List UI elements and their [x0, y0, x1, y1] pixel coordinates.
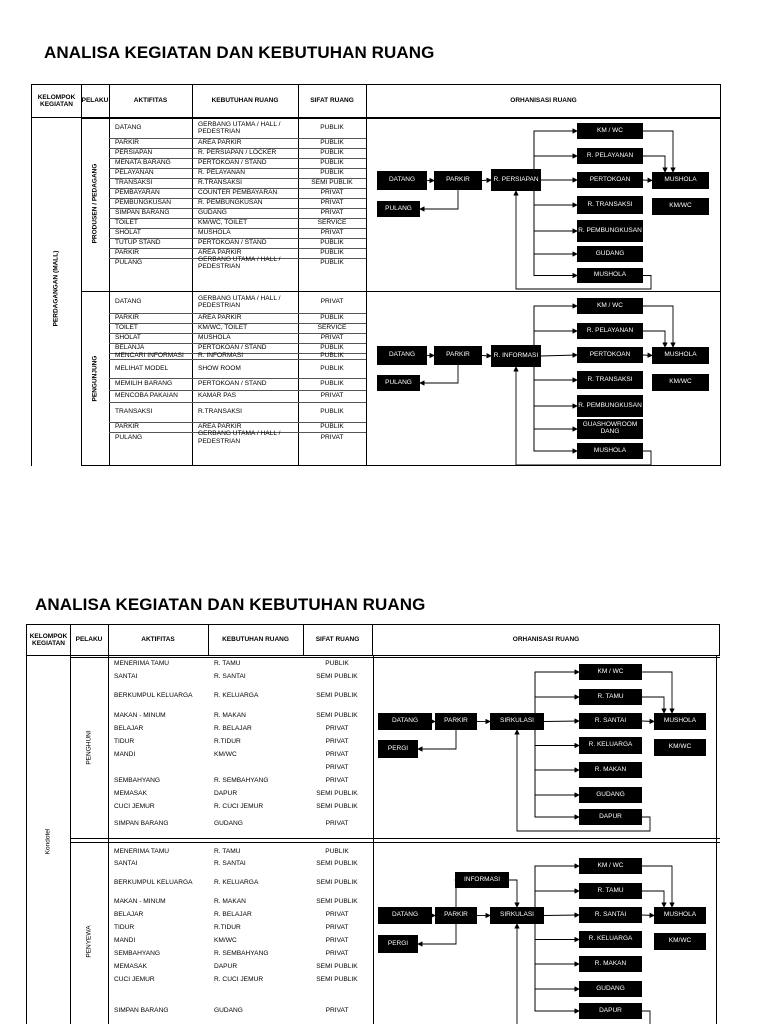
- node-datang: DATANG: [377, 346, 427, 365]
- space-nature-cell: SEMI PUBLIK: [316, 790, 358, 798]
- activity-cell: MELIHAT MODEL: [115, 364, 169, 372]
- activity-cell: DATANG: [115, 298, 142, 306]
- activity-cell: TRANSAKSI: [115, 179, 153, 187]
- space-nature-cell: SEMI PUBLIK: [316, 803, 358, 811]
- activity-cell: TOILET: [115, 324, 138, 332]
- node-space: KM / WC: [579, 664, 642, 680]
- node-parkir: PARKIR: [435, 907, 477, 924]
- page-title: ANALISA KEGIATAN DAN KEBUTUHAN RUANG: [35, 595, 426, 614]
- space-need-cell: AREA PARKIR: [198, 423, 242, 431]
- space-nature-cell: SEMI PUBLIK: [311, 179, 353, 187]
- node-space: R. MAKAN: [579, 762, 642, 778]
- space-nature-cell: PRIVAT: [325, 751, 349, 759]
- activity-cell: PELAYANAN: [115, 169, 154, 177]
- activity-cell: SIMPAN BARANG: [114, 1007, 169, 1015]
- header-organisasi: ORHANISASI RUANG: [512, 636, 580, 644]
- node-hub: R. INFORMASI: [491, 345, 541, 367]
- activity-cell: SEMBAHYANG: [114, 950, 161, 958]
- space-need-cell: R. KELUARGA: [214, 692, 259, 700]
- node-space: R. MAKAN: [579, 956, 642, 972]
- node-hub: SIRKULASI: [490, 713, 544, 730]
- node-informasi: INFORMASI: [455, 872, 509, 888]
- node-space: PERTOKOAN: [577, 347, 643, 363]
- actor-label: PENGUNJUNG: [91, 355, 99, 402]
- activity-cell: MEMILIH BARANG: [115, 380, 173, 388]
- activity-cell: BELAJAR: [114, 911, 144, 919]
- space-need-cell: AREA PARKIR: [198, 139, 242, 147]
- space-nature-cell: PRIVAT: [325, 738, 349, 746]
- space-need-cell: COUNTER PEMBAYARAN: [198, 189, 278, 197]
- space-need-cell: R.TRANSAKSI: [198, 179, 242, 187]
- activity-cell: CUCI JEMUR: [114, 976, 155, 984]
- space-need-cell: GUDANG: [214, 1007, 243, 1015]
- space-nature-cell: SEMI PUBLIK: [316, 963, 358, 971]
- node-far: MUSHOLA: [652, 347, 709, 364]
- space-need-cell: DAPUR: [214, 790, 238, 798]
- activity-cell: SIMPAN BARANG: [115, 209, 170, 217]
- activity-cell: SANTAI: [114, 860, 138, 868]
- space-nature-cell: SEMI PUBLIK: [316, 712, 358, 720]
- header-aktifitas: AKTIFITAS: [133, 97, 168, 105]
- node-space: R. PEMBUNGKUSAN: [577, 220, 643, 242]
- header-kebutuhan: KEBUTUHAN RUANG: [222, 636, 289, 644]
- header-pelaku: PELAKU: [81, 97, 109, 105]
- activity-cell: MANDI: [114, 937, 136, 945]
- space-need-cell: GUDANG: [214, 820, 243, 828]
- space-need-cell: AREA PARKIR: [198, 249, 242, 257]
- activity-cell: PARKIR: [115, 139, 140, 147]
- node-pulang: PULANG: [377, 375, 420, 391]
- node-datang: DATANG: [378, 907, 432, 924]
- node-space: GUDANG: [577, 246, 643, 262]
- node-space: DAPUR: [579, 809, 642, 825]
- space-need-cell: R. MAKAN: [214, 898, 246, 906]
- space-need-cell: PERTOKOAN / STAND: [198, 344, 267, 352]
- space-nature-cell: PRIVAT: [325, 937, 349, 945]
- activity-cell: MEMASAK: [114, 790, 147, 798]
- space-nature-cell: PRIVAT: [320, 298, 344, 306]
- header-kelompok: KELOMPOK KEGIATAN: [29, 632, 68, 647]
- space-nature-cell: PRIVAT: [325, 820, 349, 828]
- node-space: R. KELUARGA: [579, 737, 642, 754]
- header-organisasi: ORHANISASI RUANG: [510, 97, 577, 105]
- node-datang: DATANG: [377, 171, 427, 190]
- space-need-cell: KM/WC, TOILET: [198, 219, 248, 227]
- node-far: KM/WC: [654, 933, 706, 950]
- space-need-cell: PERTOKOAN / STAND: [198, 159, 267, 167]
- actor-label: PENGHUNI: [85, 730, 93, 765]
- node-datang: DATANG: [378, 713, 432, 730]
- activity-cell: MENCOBA PAKAIAN: [115, 392, 178, 400]
- space-nature-cell: SEMI PUBLIK: [316, 860, 358, 868]
- activity-cell: TIDUR: [114, 738, 135, 746]
- activity-cell: PARKIR: [115, 249, 140, 257]
- space-need-cell: R. PELAYANAN: [198, 169, 246, 177]
- node-space: KM / WC: [577, 298, 643, 314]
- node-parkir: PARKIR: [435, 713, 477, 730]
- node-space: R. PELAYANAN: [577, 148, 643, 164]
- space-nature-cell: PRIVAT: [320, 199, 344, 207]
- node-hub: SIRKULASI: [490, 907, 544, 924]
- node-space: MUSHOLA: [577, 443, 643, 459]
- space-nature-cell: SEMI PUBLIK: [316, 692, 358, 700]
- space-need-cell: GERBANG UTAMA / HALL / PEDESTRIAN: [198, 430, 281, 445]
- node-space: R. SANTAI: [579, 907, 642, 923]
- space-nature-cell: PRIVAT: [320, 433, 344, 441]
- group-label: Kondotel: [44, 828, 52, 855]
- space-need-cell: R. INFORMASI: [198, 352, 244, 360]
- node-far: MUSHOLA: [652, 172, 709, 189]
- activity-cell: TIDUR: [114, 924, 135, 932]
- header-sifat: SIFAT RUANG: [315, 636, 360, 644]
- space-need-cell: R.TRANSAKSI: [198, 408, 242, 416]
- activity-cell: PULANG: [115, 433, 143, 441]
- node-space: MUSHOLA: [577, 268, 643, 283]
- activity-cell: DATANG: [115, 124, 142, 132]
- activity-cell: SANTAI: [114, 673, 138, 681]
- space-nature-cell: PUBLIK: [320, 314, 344, 322]
- space-need-cell: KM/WC: [214, 751, 237, 759]
- space-nature-cell: PRIVAT: [325, 950, 349, 958]
- space-nature-cell: PUBLIK: [320, 352, 344, 360]
- page-title: ANALISA KEGIATAN DAN KEBUTUHAN RUANG: [44, 43, 435, 62]
- activity-cell: PARKIR: [115, 423, 140, 431]
- header-pelaku: PELAKU: [75, 636, 103, 644]
- activity-cell: BELANJA: [115, 344, 145, 352]
- space-need-cell: PERTOKOAN / STAND: [198, 380, 267, 388]
- activity-cell: SIMPAN BARANG: [114, 820, 169, 828]
- space-nature-cell: SEMI PUBLIK: [316, 898, 358, 906]
- node-space: R. KELUARGA: [579, 931, 642, 948]
- space-nature-cell: SEMI PUBLIK: [316, 976, 358, 984]
- header-aktifitas: AKTIFITAS: [141, 636, 175, 644]
- activity-cell: SHOLAT: [115, 334, 141, 342]
- space-need-cell: R. BELAJAR: [214, 911, 252, 919]
- space-nature-cell: PUBLIK: [320, 364, 344, 372]
- activity-cell: TOILET: [115, 219, 138, 227]
- space-nature-cell: PUBLIK: [320, 239, 344, 247]
- node-space: R. TAMU: [579, 689, 642, 705]
- space-nature-cell: SERVICE: [317, 219, 347, 227]
- header-kebutuhan: KEBUTUHAN RUANG: [211, 97, 279, 105]
- node-space: GUASHOWROOM DANG: [577, 419, 643, 439]
- space-nature-cell: PRIVAT: [320, 229, 344, 237]
- node-space: DAPUR: [579, 1003, 642, 1019]
- activity-cell: PARKIR: [115, 314, 140, 322]
- space-nature-cell: PUBLIK: [325, 660, 349, 668]
- activity-cell: PEMBAYARAN: [115, 189, 160, 197]
- space-nature-cell: PUBLIK: [320, 344, 344, 352]
- space-nature-cell: PUBLIK: [320, 259, 344, 267]
- activity-cell: BERKUMPUL KELUARGA: [114, 879, 193, 887]
- activity-cell: PERSIAPAN: [115, 149, 153, 157]
- space-nature-cell: PUBLIK: [320, 124, 344, 132]
- activity-cell: CUCI JEMUR: [114, 803, 155, 811]
- space-need-cell: R. PERSIAPAN / LOCKER: [198, 149, 277, 157]
- activity-cell: TRANSAKSI: [115, 408, 153, 416]
- node-pulang: PERGI: [378, 740, 418, 758]
- node-space: KM / WC: [579, 858, 642, 874]
- activity-cell: PULANG: [115, 259, 143, 267]
- space-nature-cell: PRIVAT: [325, 725, 349, 733]
- space-need-cell: R. TAMU: [214, 660, 241, 668]
- node-space: R. TAMU: [579, 883, 642, 899]
- space-nature-cell: PRIVAT: [320, 334, 344, 342]
- space-need-cell: GERBANG UTAMA / HALL / PEDESTRIAN: [198, 120, 281, 135]
- activity-cell: SEMBAHYANG: [114, 777, 161, 785]
- node-space: R. PELAYANAN: [577, 323, 643, 339]
- space-nature-cell: SEMI PUBLIK: [316, 673, 358, 681]
- space-nature-cell: PRIVAT: [325, 911, 349, 919]
- group-label: PERDAGANGAN (MALL): [52, 250, 60, 327]
- space-nature-cell: PUBLIK: [325, 848, 349, 856]
- space-need-cell: R. KELUARGA: [214, 879, 259, 887]
- header-sifat: SIFAT RUANG: [310, 97, 354, 105]
- space-nature-cell: PRIVAT: [325, 764, 349, 772]
- node-far: MUSHOLA: [654, 907, 706, 924]
- space-nature-cell: PRIVAT: [320, 209, 344, 217]
- space-nature-cell: PUBLIK: [320, 423, 344, 431]
- node-space: KM / WC: [577, 123, 643, 139]
- space-need-cell: KAMAR PAS: [198, 392, 236, 400]
- space-nature-cell: PUBLIK: [320, 169, 344, 177]
- space-need-cell: MUSHOLA: [198, 229, 231, 237]
- space-nature-cell: PRIVAT: [320, 189, 344, 197]
- space-need-cell: GERBANG UTAMA / HALL / PEDESTRIAN: [198, 255, 281, 270]
- node-space: GUDANG: [579, 787, 642, 803]
- activity-cell: TUTUP STAND: [115, 239, 161, 247]
- space-need-cell: R. SEMBAHYANG: [214, 777, 269, 785]
- space-need-cell: R. TAMU: [214, 848, 241, 856]
- space-need-cell: R. PEMBUNGKUSAN: [198, 199, 263, 207]
- space-need-cell: SHOW ROOM: [198, 364, 241, 372]
- space-nature-cell: PUBLIK: [320, 408, 344, 416]
- space-nature-cell: PUBLIK: [320, 139, 344, 147]
- space-nature-cell: PUBLIK: [320, 149, 344, 157]
- activity-cell: BERKUMPUL KELUARGA: [114, 692, 193, 700]
- node-space: PERTOKOAN: [577, 172, 643, 188]
- actor-label: PRODUSEN / PEDAGANG: [91, 163, 99, 244]
- space-need-cell: R. SANTAI: [214, 860, 246, 868]
- header-kelompok: KELOMPOK KEGIATAN: [37, 93, 76, 108]
- space-nature-cell: PRIVAT: [325, 924, 349, 932]
- space-need-cell: R. SANTAI: [214, 673, 246, 681]
- space-need-cell: R.TIDUR: [214, 738, 241, 746]
- space-need-cell: MUSHOLA: [198, 334, 231, 342]
- space-need-cell: R. SEMBAHYANG: [214, 950, 269, 958]
- space-need-cell: R. MAKAN: [214, 712, 246, 720]
- space-need-cell: KM/WC: [214, 937, 237, 945]
- space-need-cell: AREA PARKIR: [198, 314, 242, 322]
- space-need-cell: GUDANG: [198, 209, 227, 217]
- space-need-cell: KM/WC, TOILET: [198, 324, 248, 332]
- actor-label: PENYEWA: [85, 925, 93, 958]
- node-far: KM/WC: [652, 374, 709, 391]
- space-nature-cell: SEMI PUBLIK: [316, 879, 358, 887]
- space-nature-cell: PUBLIK: [320, 159, 344, 167]
- activity-cell: MENERIMA TAMU: [114, 848, 170, 856]
- space-need-cell: DAPUR: [214, 963, 238, 971]
- activity-cell: MENATA BARANG: [115, 159, 171, 167]
- space-nature-cell: PRIVAT: [320, 392, 344, 400]
- node-space: R. TRANSAKSI: [577, 371, 643, 389]
- activity-cell: MANDI: [114, 751, 136, 759]
- activity-cell: MAKAN - MINUM: [114, 898, 166, 906]
- space-need-cell: PERTOKOAN / STAND: [198, 239, 267, 247]
- activity-cell: MAKAN - MINUM: [114, 712, 166, 720]
- activity-cell: PEMBUNGKUSAN: [115, 199, 172, 207]
- node-pulang: PULANG: [377, 201, 420, 217]
- space-need-cell: R.TIDUR: [214, 924, 241, 932]
- activity-cell: BELAJAR: [114, 725, 144, 733]
- node-space: GUDANG: [579, 981, 642, 997]
- space-nature-cell: PRIVAT: [325, 1007, 349, 1015]
- activity-cell: MENERIMA TAMU: [114, 660, 170, 668]
- node-space: R. SANTAI: [579, 713, 642, 729]
- space-nature-cell: PUBLIK: [320, 249, 344, 257]
- node-parkir: PARKIR: [434, 346, 482, 365]
- node-hub: R. PERSIAPAN: [491, 169, 541, 191]
- space-nature-cell: SERVICE: [317, 324, 347, 332]
- space-need-cell: GERBANG UTAMA / HALL / PEDESTRIAN: [198, 294, 281, 309]
- node-parkir: PARKIR: [434, 171, 482, 190]
- space-need-cell: R. CUCI JEMUR: [214, 803, 264, 811]
- activity-cell: SHOLAT: [115, 229, 141, 237]
- node-far: MUSHOLA: [654, 713, 706, 730]
- space-need-cell: R. BELAJAR: [214, 725, 252, 733]
- node-far: KM/WC: [652, 198, 709, 215]
- space-nature-cell: PRIVAT: [325, 777, 349, 785]
- node-far: KM/WC: [654, 739, 706, 756]
- node-space: R. PEMBUNGKUSAN: [577, 395, 643, 417]
- activity-cell: MENCARI INFORMASI: [115, 352, 184, 360]
- space-nature-cell: PUBLIK: [320, 380, 344, 388]
- node-space: R. TRANSAKSI: [577, 196, 643, 214]
- space-need-cell: R. CUCI JEMUR: [214, 976, 264, 984]
- activity-cell: MEMASAK: [114, 963, 147, 971]
- node-pulang: PERGI: [378, 935, 418, 953]
